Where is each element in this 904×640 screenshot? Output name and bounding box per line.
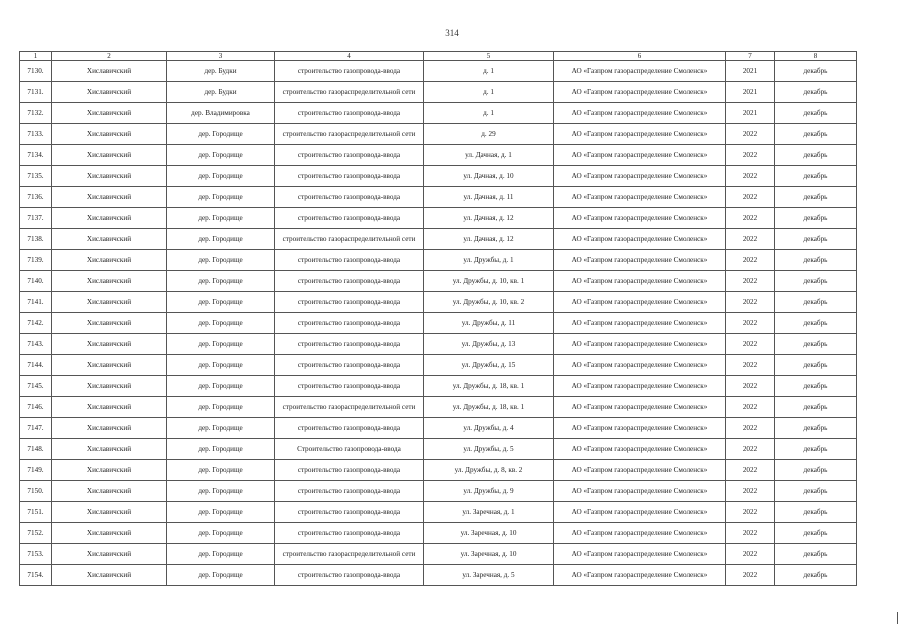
row-number-cell: 7132. [20, 103, 52, 124]
address-cell: д. 1 [424, 82, 554, 103]
month-cell: декабрь [775, 313, 857, 334]
year-cell: 2022 [726, 292, 775, 313]
organization-cell: АО «Газпром газораспределение Смоленск» [554, 523, 726, 544]
year-cell: 2022 [726, 229, 775, 250]
page-number: 314 [445, 28, 459, 38]
address-cell: ул. Дачная, д. 1 [424, 145, 554, 166]
year-cell: 2021 [726, 82, 775, 103]
month-cell: декабрь [775, 145, 857, 166]
row-number-cell: 7152. [20, 523, 52, 544]
locality-cell: дер. Городище [167, 229, 275, 250]
organization-cell: АО «Газпром газораспределение Смоленск» [554, 166, 726, 187]
locality-cell: дер. Городище [167, 460, 275, 481]
district-cell: Хиславичский [52, 502, 167, 523]
district-cell: Хиславичский [52, 82, 167, 103]
column-number-header: 6 [554, 52, 726, 61]
address-cell: д. 1 [424, 61, 554, 82]
year-cell: 2022 [726, 397, 775, 418]
month-cell: декабрь [775, 229, 857, 250]
table-row [20, 292, 857, 313]
locality-cell: дер. Городище [167, 439, 275, 460]
work-type-cell: строительство газопровода-ввода [275, 208, 424, 229]
organization-cell: АО «Газпром газораспределение Смоленск» [554, 397, 726, 418]
work-type-cell: строительство газопровода-ввода [275, 460, 424, 481]
year-cell: 2022 [726, 418, 775, 439]
district-cell: Хиславичский [52, 334, 167, 355]
month-cell: декабрь [775, 250, 857, 271]
district-cell: Хиславичский [52, 61, 167, 82]
district-cell: Хиславичский [52, 166, 167, 187]
row-number-cell: 7143. [20, 334, 52, 355]
month-cell: декабрь [775, 523, 857, 544]
address-cell: ул. Дружбы, д. 4 [424, 418, 554, 439]
table-row [20, 103, 857, 124]
month-cell: декабрь [775, 565, 857, 586]
row-number-cell: 7150. [20, 481, 52, 502]
locality-cell: дер. Городище [167, 397, 275, 418]
locality-cell: дер. Городище [167, 292, 275, 313]
district-cell: Хиславичский [52, 103, 167, 124]
address-cell: ул. Дружбы, д. 11 [424, 313, 554, 334]
row-number-cell: 7139. [20, 250, 52, 271]
organization-cell: АО «Газпром газораспределение Смоленск» [554, 502, 726, 523]
row-number-cell: 7151. [20, 502, 52, 523]
work-type-cell: строительство газораспределительной сети [275, 124, 424, 145]
address-cell: ул. Дружбы, д. 10, кв. 2 [424, 292, 554, 313]
row-number-cell: 7145. [20, 376, 52, 397]
district-cell: Хиславичский [52, 145, 167, 166]
row-number-cell: 7144. [20, 355, 52, 376]
district-cell: Хиславичский [52, 229, 167, 250]
year-cell: 2022 [726, 523, 775, 544]
year-cell: 2022 [726, 439, 775, 460]
organization-cell: АО «Газпром газораспределение Смоленск» [554, 103, 726, 124]
month-cell: декабрь [775, 481, 857, 502]
district-cell: Хиславичский [52, 313, 167, 334]
locality-cell: дер. Городище [167, 166, 275, 187]
district-cell: Хиславичский [52, 124, 167, 145]
work-type-cell: строительство газораспределительной сети [275, 397, 424, 418]
year-cell: 2022 [726, 544, 775, 565]
table-row [20, 187, 857, 208]
work-type-cell: строительство газораспределительной сети [275, 229, 424, 250]
table-row [20, 376, 857, 397]
year-cell: 2022 [726, 145, 775, 166]
address-cell: д. 29 [424, 124, 554, 145]
district-cell: Хиславичский [52, 250, 167, 271]
district-cell: Хиславичский [52, 439, 167, 460]
organization-cell: АО «Газпром газораспределение Смоленск» [554, 145, 726, 166]
locality-cell: дер. Городище [167, 523, 275, 544]
organization-cell: АО «Газпром газораспределение Смоленск» [554, 187, 726, 208]
work-type-cell: строительство газопровода-ввода [275, 355, 424, 376]
year-cell: 2022 [726, 481, 775, 502]
column-number-header: 1 [20, 52, 52, 61]
address-cell: ул. Дружбы, д. 18, кв. 1 [424, 397, 554, 418]
month-cell: декабрь [775, 439, 857, 460]
district-cell: Хиславичский [52, 271, 167, 292]
address-cell: ул. Дружбы, д. 9 [424, 481, 554, 502]
month-cell: декабрь [775, 460, 857, 481]
district-cell: Хиславичский [52, 460, 167, 481]
organization-cell: АО «Газпром газораспределение Смоленск» [554, 208, 726, 229]
year-cell: 2022 [726, 355, 775, 376]
column-number-header: 4 [275, 52, 424, 61]
year-cell: 2022 [726, 376, 775, 397]
table-row [20, 502, 857, 523]
organization-cell: АО «Газпром газораспределение Смоленск» [554, 61, 726, 82]
year-cell: 2022 [726, 208, 775, 229]
locality-cell: дер. Городище [167, 313, 275, 334]
month-cell: декабрь [775, 355, 857, 376]
row-number-cell: 7154. [20, 565, 52, 586]
month-cell: декабрь [775, 82, 857, 103]
table-row [20, 334, 857, 355]
table-row [20, 397, 857, 418]
year-cell: 2022 [726, 271, 775, 292]
locality-cell: дер. Городище [167, 565, 275, 586]
table-row [20, 229, 857, 250]
locality-cell: дер. Городище [167, 145, 275, 166]
locality-cell: дер. Городище [167, 187, 275, 208]
work-type-cell: строительство газораспределительной сети [275, 82, 424, 103]
table-row [20, 208, 857, 229]
district-cell: Хиславичский [52, 418, 167, 439]
row-number-cell: 7135. [20, 166, 52, 187]
month-cell: декабрь [775, 208, 857, 229]
organization-cell: АО «Газпром газораспределение Смоленск» [554, 460, 726, 481]
work-type-cell: строительство газопровода-ввода [275, 418, 424, 439]
table-row [20, 544, 857, 565]
locality-cell: дер. Городище [167, 208, 275, 229]
table-row [20, 523, 857, 544]
locality-cell: дер. Городище [167, 502, 275, 523]
table-row [20, 481, 857, 502]
work-type-cell: строительство газопровода-ввода [275, 271, 424, 292]
month-cell: декабрь [775, 166, 857, 187]
work-type-cell: строительство газопровода-ввода [275, 502, 424, 523]
year-cell: 2022 [726, 502, 775, 523]
table-row [20, 145, 857, 166]
table-row [20, 418, 857, 439]
district-cell: Хиславичский [52, 544, 167, 565]
address-cell: ул. Заречная, д. 5 [424, 565, 554, 586]
table-row [20, 460, 857, 481]
row-number-cell: 7153. [20, 544, 52, 565]
address-cell: ул. Дачная, д. 12 [424, 208, 554, 229]
column-number-header: 2 [52, 52, 167, 61]
row-number-cell: 7133. [20, 124, 52, 145]
district-cell: Хиславичский [52, 187, 167, 208]
table-row [20, 124, 857, 145]
district-cell: Хиславичский [52, 481, 167, 502]
district-cell: Хиславичский [52, 208, 167, 229]
year-cell: 2022 [726, 124, 775, 145]
scan-edge-mark [897, 612, 898, 624]
year-cell: 2022 [726, 250, 775, 271]
address-cell: ул. Заречная, д. 1 [424, 502, 554, 523]
locality-cell: дер. Городище [167, 481, 275, 502]
locality-cell: дер. Городище [167, 271, 275, 292]
work-type-cell: строительство газопровода-ввода [275, 166, 424, 187]
year-cell: 2021 [726, 103, 775, 124]
month-cell: декабрь [775, 397, 857, 418]
organization-cell: АО «Газпром газораспределение Смоленск» [554, 82, 726, 103]
work-type-cell: строительство газопровода-ввода [275, 313, 424, 334]
row-number-cell: 7131. [20, 82, 52, 103]
organization-cell: АО «Газпром газораспределение Смоленск» [554, 565, 726, 586]
row-number-cell: 7136. [20, 187, 52, 208]
work-type-cell: строительство газопровода-ввода [275, 187, 424, 208]
locality-cell: дер. Городище [167, 334, 275, 355]
row-number-cell: 7140. [20, 271, 52, 292]
table-row [20, 355, 857, 376]
work-type-cell: строительство газопровода-ввода [275, 250, 424, 271]
column-number-header: 3 [167, 52, 275, 61]
month-cell: декабрь [775, 103, 857, 124]
column-number-header: 5 [424, 52, 554, 61]
month-cell: декабрь [775, 544, 857, 565]
table-row [20, 271, 857, 292]
column-number-header-row [20, 52, 857, 61]
locality-cell: дер. Городище [167, 544, 275, 565]
address-cell: ул. Заречная, д. 10 [424, 544, 554, 565]
address-cell: ул. Заречная, д. 10 [424, 523, 554, 544]
organization-cell: АО «Газпром газораспределение Смоленск» [554, 229, 726, 250]
row-number-cell: 7134. [20, 145, 52, 166]
month-cell: декабрь [775, 187, 857, 208]
row-number-cell: 7138. [20, 229, 52, 250]
month-cell: декабрь [775, 124, 857, 145]
district-cell: Хиславичский [52, 355, 167, 376]
organization-cell: АО «Газпром газораспределение Смоленск» [554, 334, 726, 355]
address-cell: ул. Дачная, д. 11 [424, 187, 554, 208]
year-cell: 2021 [726, 61, 775, 82]
organization-cell: АО «Газпром газораспределение Смоленск» [554, 481, 726, 502]
address-cell: ул. Дружбы, д. 15 [424, 355, 554, 376]
row-number-cell: 7141. [20, 292, 52, 313]
address-cell: ул. Дружбы, д. 13 [424, 334, 554, 355]
month-cell: декабрь [775, 502, 857, 523]
column-number-header: 8 [775, 52, 857, 61]
district-cell: Хиславичский [52, 565, 167, 586]
row-number-cell: 7147. [20, 418, 52, 439]
address-cell: ул. Дружбы, д. 8, кв. 2 [424, 460, 554, 481]
address-cell: д. 1 [424, 103, 554, 124]
year-cell: 2022 [726, 313, 775, 334]
organization-cell: АО «Газпром газораспределение Смоленск» [554, 250, 726, 271]
column-number-header: 7 [726, 52, 775, 61]
district-cell: Хиславичский [52, 397, 167, 418]
organization-cell: АО «Газпром газораспределение Смоленск» [554, 376, 726, 397]
row-number-cell: 7142. [20, 313, 52, 334]
year-cell: 2022 [726, 334, 775, 355]
month-cell: декабрь [775, 334, 857, 355]
work-type-cell: строительство газопровода-ввода [275, 334, 424, 355]
organization-cell: АО «Газпром газораспределение Смоленск» [554, 544, 726, 565]
address-cell: ул. Дачная, д. 12 [424, 229, 554, 250]
table-row [20, 565, 857, 586]
month-cell: декабрь [775, 376, 857, 397]
table-row [20, 61, 857, 82]
locality-cell: дер. Будки [167, 61, 275, 82]
work-type-cell: строительство газораспределительной сети [275, 544, 424, 565]
table-row [20, 313, 857, 334]
district-cell: Хиславичский [52, 376, 167, 397]
month-cell: декабрь [775, 418, 857, 439]
organization-cell: АО «Газпром газораспределение Смоленск» [554, 439, 726, 460]
year-cell: 2022 [726, 187, 775, 208]
locality-cell: дер. Городище [167, 124, 275, 145]
year-cell: 2022 [726, 460, 775, 481]
work-type-cell: строительство газопровода-ввода [275, 523, 424, 544]
locality-cell: дер. Будки [167, 82, 275, 103]
work-type-cell: строительство газопровода-ввода [275, 292, 424, 313]
work-type-cell: строительство газопровода-ввода [275, 481, 424, 502]
address-cell: ул. Дружбы, д. 5 [424, 439, 554, 460]
address-cell: ул. Дачная, д. 10 [424, 166, 554, 187]
work-type-cell: строительство газопровода-ввода [275, 565, 424, 586]
locality-cell: дер. Владимировка [167, 103, 275, 124]
year-cell: 2022 [726, 565, 775, 586]
month-cell: декабрь [775, 271, 857, 292]
district-cell: Хиславичский [52, 523, 167, 544]
month-cell: декабрь [775, 61, 857, 82]
gasification-table [19, 51, 857, 586]
organization-cell: АО «Газпром газораспределение Смоленск» [554, 292, 726, 313]
work-type-cell: строительство газопровода-ввода [275, 376, 424, 397]
work-type-cell: Строительство газопровода-ввода [275, 439, 424, 460]
table-row [20, 82, 857, 103]
work-type-cell: строительство газопровода-ввода [275, 103, 424, 124]
work-type-cell: строительство газопровода-ввода [275, 145, 424, 166]
district-cell: Хиславичский [52, 292, 167, 313]
row-number-cell: 7148. [20, 439, 52, 460]
work-type-cell: строительство газопровода-ввода [275, 61, 424, 82]
organization-cell: АО «Газпром газораспределение Смоленск» [554, 271, 726, 292]
row-number-cell: 7137. [20, 208, 52, 229]
organization-cell: АО «Газпром газораспределение Смоленск» [554, 124, 726, 145]
table-row [20, 250, 857, 271]
organization-cell: АО «Газпром газораспределение Смоленск» [554, 313, 726, 334]
table-row [20, 166, 857, 187]
month-cell: декабрь [775, 292, 857, 313]
organization-cell: АО «Газпром газораспределение Смоленск» [554, 418, 726, 439]
row-number-cell: 7149. [20, 460, 52, 481]
organization-cell: АО «Газпром газораспределение Смоленск» [554, 355, 726, 376]
locality-cell: дер. Городище [167, 250, 275, 271]
row-number-cell: 7146. [20, 397, 52, 418]
year-cell: 2022 [726, 166, 775, 187]
row-number-cell: 7130. [20, 61, 52, 82]
locality-cell: дер. Городище [167, 355, 275, 376]
address-cell: ул. Дружбы, д. 10, кв. 1 [424, 271, 554, 292]
address-cell: ул. Дружбы, д. 18, кв. 1 [424, 376, 554, 397]
locality-cell: дер. Городище [167, 376, 275, 397]
address-cell: ул. Дружбы, д. 1 [424, 250, 554, 271]
locality-cell: дер. Городище [167, 418, 275, 439]
table-row [20, 439, 857, 460]
